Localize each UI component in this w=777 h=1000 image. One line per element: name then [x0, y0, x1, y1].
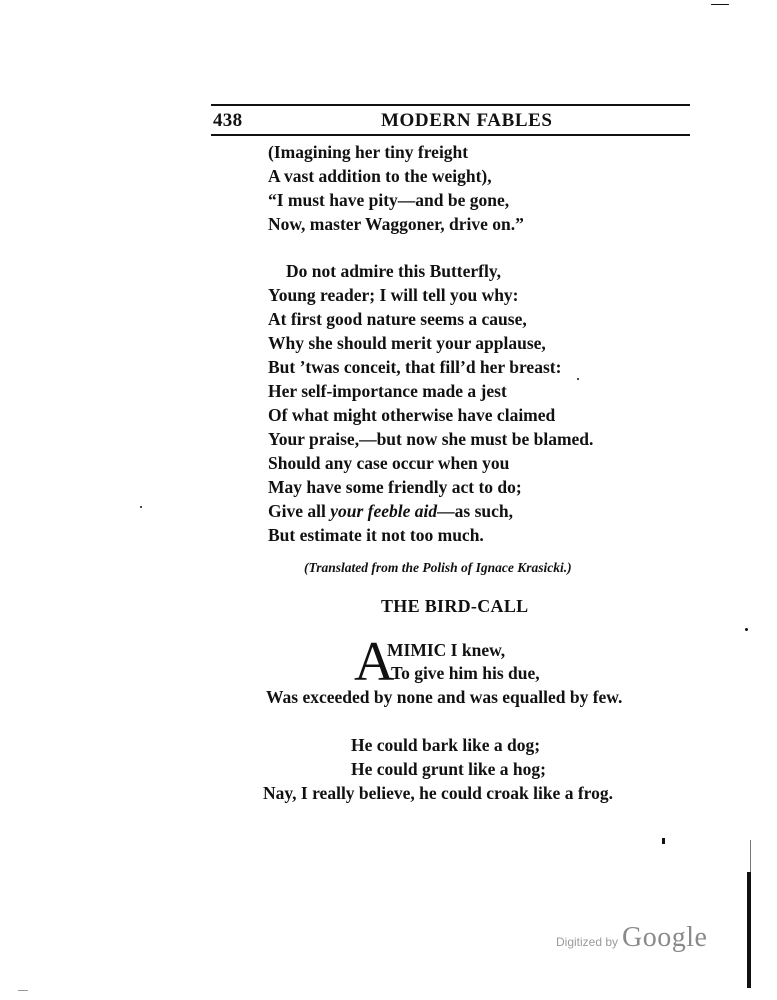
poem-line: Her self-importance made a jest — [268, 381, 507, 401]
header-rule-bottom — [211, 134, 690, 136]
poem-line: Your praise,—but now she must be blamed. — [268, 429, 594, 449]
poem-line: Do not admire this Butterfly, — [286, 261, 502, 281]
header-rule-top — [211, 104, 690, 106]
scan-dot — [577, 378, 579, 380]
poem-line-with-italic — [268, 501, 513, 522]
scan-mark — [18, 990, 28, 991]
poem-line: Young reader; I will tell you why: — [268, 285, 519, 305]
translation-credit: (Translated from the Polish of Ignace Krasicki.) — [304, 560, 572, 575]
drop-cap: A — [354, 631, 395, 693]
poem-line: Nay, I really believe, he could croak like a frog. — [263, 783, 613, 803]
poem-line: Was exceeded by none and was equalled by few. — [266, 687, 623, 707]
poem-line: Now, master Waggoner, drive on.” — [268, 214, 524, 234]
digitized-watermark — [556, 922, 707, 954]
page-number: 438 — [213, 110, 243, 131]
poem-line: But ’twas conceit, that fill’d her breast: — [268, 357, 562, 377]
poem-line: Why she should merit your applause, — [268, 333, 546, 353]
scan-dot — [745, 628, 748, 631]
scan-dot — [140, 506, 142, 508]
running-title: MODERN FABLES — [381, 110, 553, 131]
poem-line: He could bark like a dog; — [351, 735, 541, 755]
poem-line: A vast addition to the weight), — [268, 166, 492, 186]
poem-line: Of what might otherwise have claimed — [268, 405, 556, 425]
poem-line: Should any case occur when you — [268, 453, 510, 473]
poem-title: THE BIRD-CALL — [381, 596, 529, 616]
poem-line: “I must have pity—and be gone, — [268, 190, 510, 210]
poem-line: At first good nature seems a cause, — [268, 309, 527, 329]
watermark-prefix: Digitized by — [556, 935, 619, 949]
line-text: Give all — [268, 501, 331, 521]
google-logo: Google — [622, 922, 708, 953]
poem-line: He could grunt like a hog; — [351, 759, 546, 779]
poem-line: MIMIC I knew, — [387, 640, 506, 660]
poem-line: May have some friendly act to do; — [268, 477, 522, 497]
poem-line: To give him his due, — [391, 663, 540, 683]
poem-line: But estimate it not too much. — [268, 525, 484, 545]
italic-phrase: your feeble aid — [330, 501, 438, 521]
scan-mark — [662, 838, 665, 844]
scan-edge-bar — [747, 872, 751, 988]
scan-mark — [711, 4, 729, 5]
poem-line: (Imagining her tiny freight — [268, 142, 469, 162]
line-text: —as such, — [437, 501, 513, 521]
